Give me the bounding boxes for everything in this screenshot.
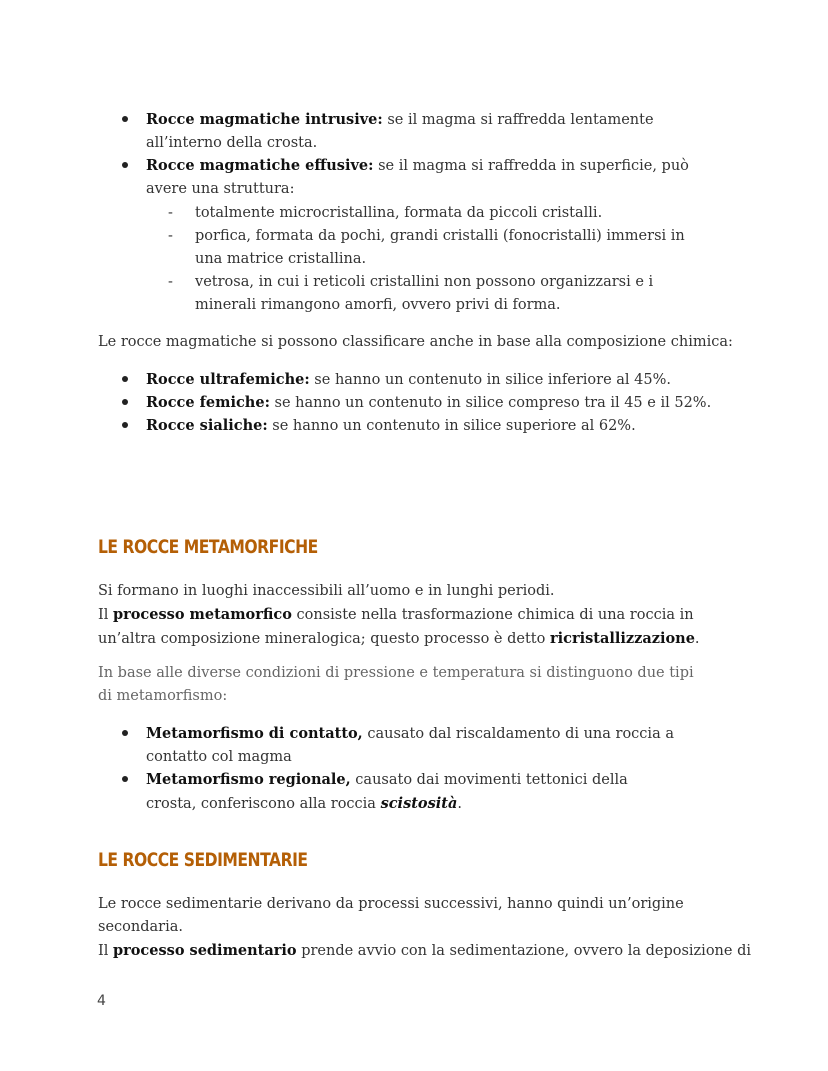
list-item: Rocce magmatiche intrusive: se il magma si raffredda lentamente all’interno della crosta. xyxy=(146,111,654,151)
list-item: Metamorfismo regionale, causato dai movimenti tettonici della crosta, conferiscono alla roccia scistosità. xyxy=(146,771,628,812)
bullet-icon xyxy=(122,399,130,407)
list-item: vetrosa, in cui i reticoli cristallini non possono organizzarsi e i minerali rimangono amorfi, ovvero privi di forma. xyxy=(195,274,654,313)
bullet-icon xyxy=(122,776,130,784)
section-heading: LE ROCCE METAMORFICHE xyxy=(98,536,318,558)
list-item: Rocce femiche: se hanno un contenuto in silice compreso tra il 45 e il 52%. xyxy=(146,394,712,411)
dash-icon: - xyxy=(168,205,173,221)
list-item: porfica, formata da pochi, grandi cristalli (fonocristalli) immersi in una matrice cristallina. xyxy=(195,228,685,267)
paragraph: Il processo metamorfico consiste nella trasformazione chimica di una roccia in un’altra composizione mineralogica; questo processo è detto ricristallizzazione. xyxy=(98,606,700,647)
list-item: Rocce magmatiche effusive: se il magma si raffredda in superficie, può avere una struttura: xyxy=(146,157,689,197)
dash-icon: - xyxy=(168,228,173,244)
bullet-icon xyxy=(122,116,130,124)
list-item: totalmente microcristallina, formata da piccoli cristalli. xyxy=(195,205,603,221)
bullet-icon xyxy=(122,422,130,430)
bullet-icon xyxy=(122,376,130,384)
page-number: 4 xyxy=(97,993,106,1009)
list-item: Metamorfismo di contatto, causato dal riscaldamento di una roccia a contatto col magma xyxy=(146,725,674,765)
paragraph: Il processo sedimentario prende avvio con la sedimentazione, ovvero la deposizione di xyxy=(98,942,751,959)
paragraph: In base alle diverse condizioni di pressione e temperatura si distinguono due tipi di metamorfismo: xyxy=(98,665,694,704)
list-item: Rocce sialiche: se hanno un contenuto in silice superiore al 62%. xyxy=(146,417,636,434)
paragraph: Le rocce magmatiche si possono classificare anche in base alla composizione chimica: xyxy=(98,334,733,350)
dash-icon: - xyxy=(168,274,173,290)
section-heading: LE ROCCE SEDIMENTARIE xyxy=(98,849,308,871)
bullet-icon xyxy=(122,162,130,170)
bullet-icon xyxy=(122,730,130,738)
paragraph: Le rocce sedimentarie derivano da processi successivi, hanno quindi un’origine secondaria. xyxy=(98,896,684,935)
list-item: Rocce ultrafemiche: se hanno un contenuto in silice inferiore al 45%. xyxy=(146,371,671,388)
paragraph: Si formano in luoghi inaccessibili all’uomo e in lunghi periodi. xyxy=(98,583,555,599)
